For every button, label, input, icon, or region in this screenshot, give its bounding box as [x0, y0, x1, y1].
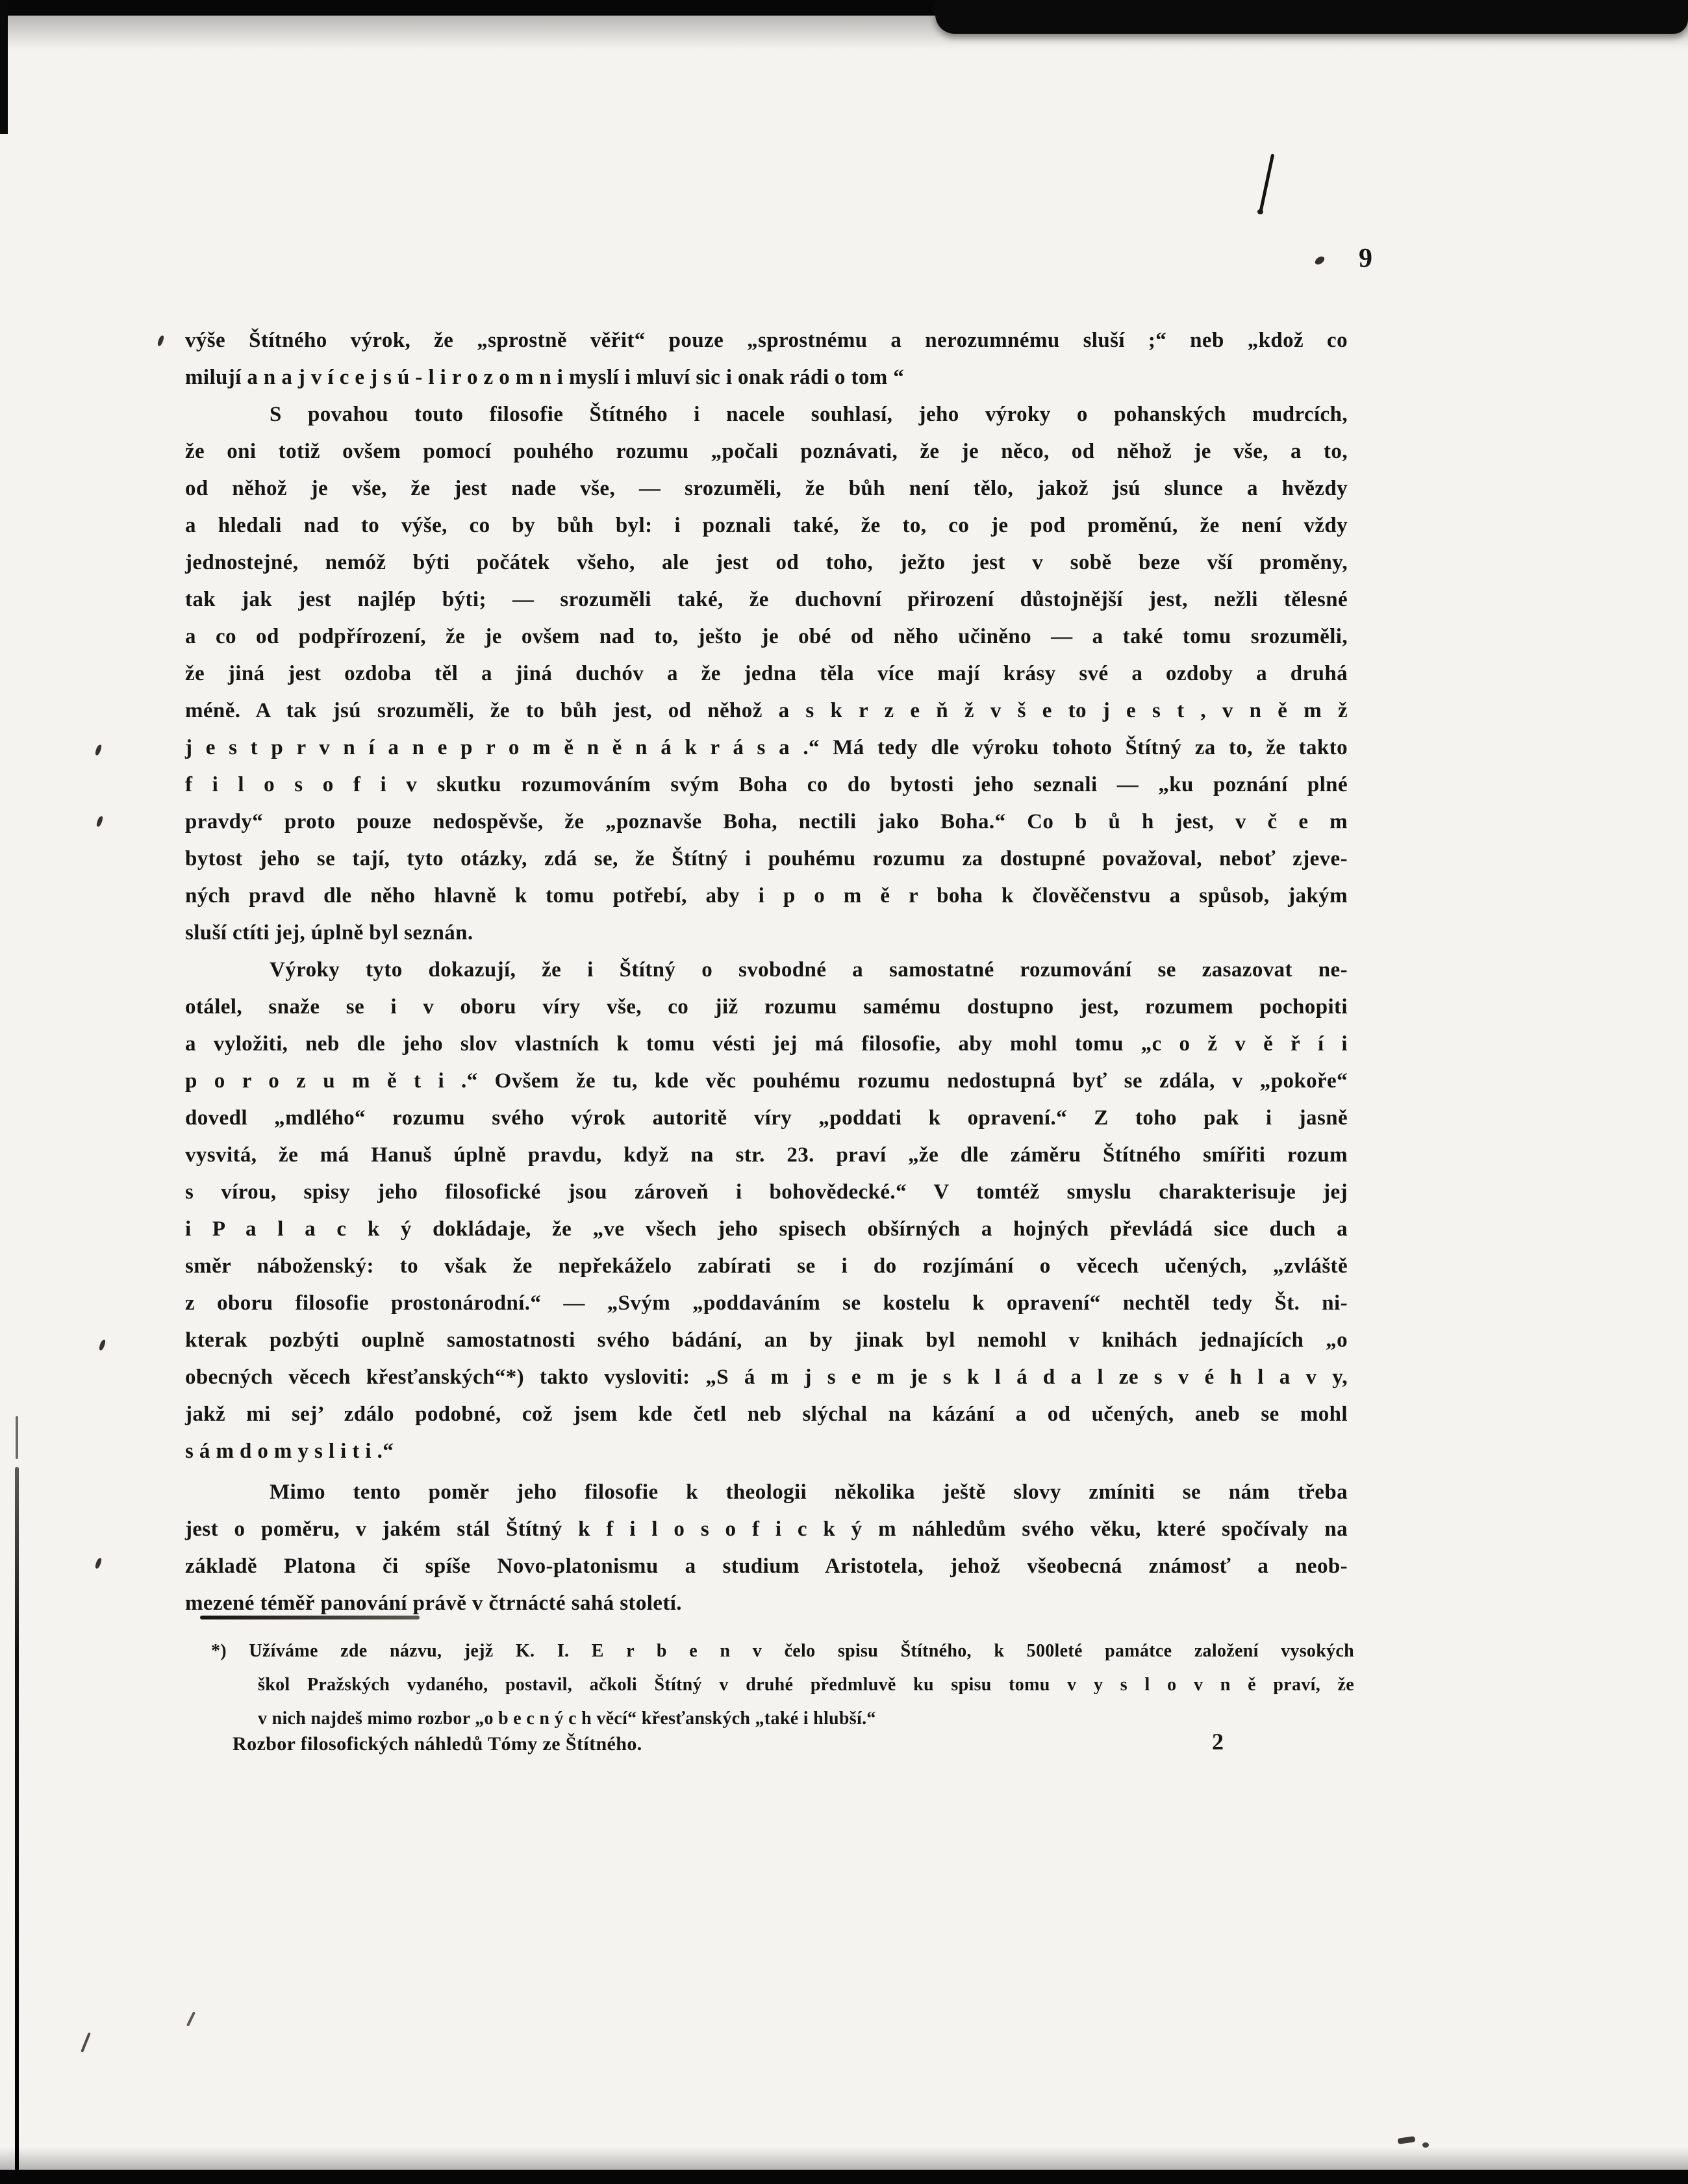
footnote-line: škol Pražských vydaného, postavil, ačkoli Štítný v druhé předmluvě ku spisu tomu v y s l o v n ě praví, že [258, 1675, 1354, 1695]
text-line: že jiná jest ozdoba těl a jiná duchóv a že jedna těla více mají krásy své a ozdoby a druhá [185, 662, 1348, 685]
paragraph [185, 396, 1348, 952]
paragraph [185, 322, 1348, 396]
text-line: mezené téměř panování právě v čtrnácté sahá století. [185, 1592, 682, 1615]
margin-ink-speck [95, 744, 102, 756]
page-number: 9 [1359, 244, 1373, 273]
ink-speck [1398, 2136, 1416, 2144]
ink-speck [1422, 2142, 1429, 2148]
text-line: dovedl „mdlého“ rozumu svého výrok autoritě víry „poddati k opravení.“ Z toho pak i jasně [185, 1106, 1348, 1130]
signature-title: Rozbor filosofických náhledů Tómy ze Štítného. [233, 1733, 642, 1755]
text-line: ných pravd dle něho hlavně k tomu potřebí, aby i p o m ě r boha k člověčenstvu a spůsob, jakým [185, 884, 1348, 908]
text-line: jakž mi sej’ zdálo podobné, což jsem kde četl neb slýchal na kázání a od učených, aneb se mohl [185, 1403, 1348, 1426]
text-line: kterak pozbýti ouplně samostatnosti svého bádání, an by jinak byl nemohl v knihách jednajících „o [185, 1328, 1348, 1352]
text-line: vysvitá, že má Hanuš úplně pravdu, když na str. 23. praví „že dle záměru Štítného smířiti rozum [185, 1143, 1348, 1167]
footnote [211, 1634, 1354, 1736]
text-line: od něhož je vše, že jest nade vše, — srozuměli, že bůh není tělo, jakož jsú slunce a hvězdy [185, 477, 1348, 500]
text-line: j e s t p r v n í a n e p r o m ě n ě n á k r á s a .“ Má tedy dle výroku tohoto Štítný za to, že takto [185, 736, 1348, 759]
scan-artifact-crease-upper [16, 1416, 18, 1459]
text-line: z oboru filosofie prostonárodní.“ — „Svým „poddaváním se kostelu k opravení“ nechtěl tedy Št. ni- [185, 1291, 1348, 1315]
ink-mark [1257, 209, 1263, 214]
text-line: výše Štítného výrok, že „sprostně věřit“ pouze „sprostnému a nerozumnému sluší ;“ neb „kdož co [185, 329, 1348, 352]
text-line: směr náboženský: to však že nepřekáželo zabírati se i do rozjímání o věcech učených, „zvláště [185, 1254, 1348, 1278]
text-line: a vyložiti, neb dle jeho slov vlastních k tomu vésti jej má filosofie, aby mohl tomu „c o ž v ě ř í i [185, 1032, 1348, 1056]
scan-artifact-bottom-shade [0, 2148, 1688, 2170]
margin-ink-speck [157, 335, 164, 346]
margin-ink-speck [96, 815, 103, 827]
text-line: bytost jeho se tají, tyto otázky, zdá se, že Štítný i pouhému rozumu za dostupné považoval, neboť zjeve- [185, 847, 1348, 870]
text-line: otálel, snaže se i v oboru víry vše, co již rozumu samému dostupno jest, rozumem pochopiti [185, 995, 1348, 1019]
footnote-separator [200, 1616, 420, 1619]
text-line: tak jak jest najlép býti; — srozuměli také, že duchovní přirození důstojnější jest, nežli tělesné [185, 588, 1348, 611]
text-line: a co od podpřírození, že je ovšem nad to, ješto je obé od něho učiněno — a také tomu srozuměli, [185, 625, 1348, 648]
text-line: s vírou, spisy jeho filosofické jsou zároveň i bohovědecké.“ V tomtéž smyslu charakterisuje jej [185, 1180, 1348, 1204]
ink-speck [186, 2011, 195, 2026]
footnote-line: v nich najdeš mimo rozbor „o b e c n ý c h věcí“ křesťanských „také i hlubší.“ [258, 1708, 876, 1729]
sheet-signature-number: 2 [1212, 1729, 1224, 1755]
text-line: s á m d o m y s l i t i .“ [185, 1440, 394, 1463]
ink-mark [1259, 153, 1275, 211]
scan-artifact-crease [15, 1467, 19, 2171]
text-line: a hledali nad to výše, co by bůh byl: i poznali také, že to, co je pod proměnú, že není vždy [185, 514, 1348, 537]
text-line: Mimo tento poměr jeho filosofie k theologii několika ještě slovy zmíniti se nám třeba [270, 1480, 1348, 1504]
text-line: jednostejné, nemóž býti počátek všeho, ale jest od toho, ježto jest v sobě beze vší proměny, [185, 551, 1348, 574]
text-line: sluší ctíti jej, úplně byl seznán. [185, 921, 473, 945]
text-line: S povahou touto filosofie Štítného i nacele souhlasí, jeho výroky o pohanských mudrcích, [270, 403, 1348, 426]
text-line: milují a n a j v í c e j s ú - l i r o z o m n i myslí i mluví sic i onak rádi o tom “ [185, 366, 905, 389]
text-line: jest o poměru, v jakém stál Štítný k f i l o s o f i c k ý m náhledům svého věku, které spočívaly na [185, 1517, 1348, 1541]
margin-ink-speck [95, 1557, 102, 1569]
body-text [185, 322, 1348, 1622]
ink-speck [1314, 255, 1326, 266]
footnote-line: *) Užíváme zde názvu, jejž K. I. E r b e n v čelo spisu Štítného, k 500leté památce založení vysokých [211, 1641, 1354, 1661]
scan-artifact-top-bar-right [935, 0, 1688, 34]
text-line: i P a l a c k ý dokládaje, že „ve všech jeho spisech obšírných a hojných převládá sice duch a [185, 1217, 1348, 1241]
text-line: méně. A tak jsú srozuměli, že to bůh jest, od něhož a s k r z e ň ž v š e to j e s t , v n ě m ž [185, 699, 1348, 722]
text-line: obecných věcech křesťanských“*) takto vysloviti: „S á m j s e m je s k l á d a l ze s v é h l a v y, [185, 1365, 1348, 1389]
text-line: základě Platona či spíše Novo-platonismu a studium Aristotela, jehož všeobecná známosť a neob- [185, 1555, 1348, 1578]
text-line: že oni totiž ovšem pomocí pouhého rozumu „počali poznávati, že je něco, od něhož je vše, a to, [185, 440, 1348, 463]
paragraph [185, 952, 1348, 1470]
ink-speck [81, 2032, 91, 2052]
text-line: Výroky tyto dokazují, že i Štítný o svobodné a samostatné rozumování se zasazovat ne- [270, 958, 1348, 982]
text-line: p o r o z u m ě t i .“ Ovšem že tu, kde věc pouhému rozumu nedostupná byť se zdála, v „pokoře“ [185, 1069, 1348, 1093]
paragraph [185, 1474, 1348, 1622]
margin-ink-speck [99, 1339, 106, 1351]
scan-artifact-left-edge [0, 0, 8, 134]
text-line: pravdy“ proto pouze nedospěvše, že „poznavše Boha, nectili jako Boha.“ Co b ů h jest, v č e m [185, 810, 1348, 833]
scan-artifact-bottom-bar [0, 2170, 1688, 2184]
text-line: f i l o s o f i v skutku rozumováním svým Boha co do bytosti jeho seznali — „ku poznání plné [185, 773, 1348, 796]
